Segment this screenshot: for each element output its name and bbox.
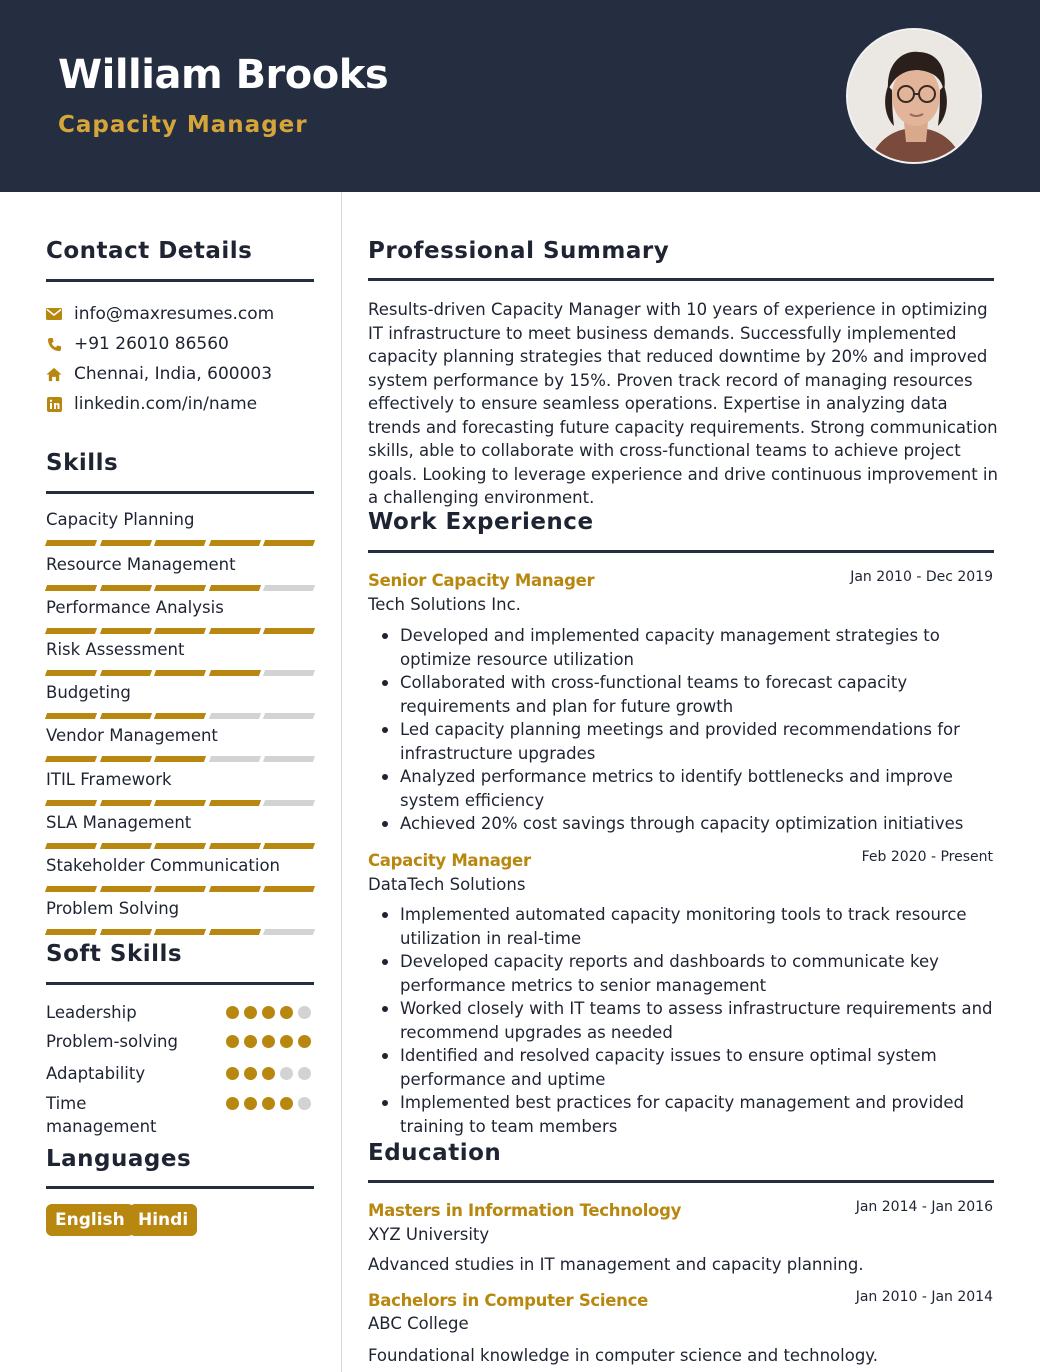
skill-level-bar bbox=[46, 843, 314, 849]
skill-level-segment bbox=[100, 843, 152, 849]
soft-skills-rule bbox=[46, 982, 314, 985]
profile-photo bbox=[846, 28, 982, 164]
skill-level-segment bbox=[45, 628, 97, 634]
job-company: Tech Solutions Inc. bbox=[368, 595, 521, 614]
school-name: ABC College bbox=[368, 1314, 469, 1333]
summary-rule bbox=[368, 278, 994, 281]
job-bullets bbox=[380, 903, 1000, 1138]
skill-name: Vendor Management bbox=[46, 726, 218, 745]
rating-dot bbox=[298, 1067, 311, 1080]
skill-name: Problem Solving bbox=[46, 899, 180, 918]
skill-level-bar bbox=[46, 800, 314, 806]
skill-level-segment bbox=[209, 843, 261, 849]
skill-level-segment bbox=[100, 540, 152, 546]
list-item: Analyzed performance metrics to identify bottlenecks and improve system efficiency bbox=[380, 765, 1000, 812]
skill-level-segment bbox=[154, 585, 206, 591]
summary-text: Results-driven Capacity Manager with 10 years of experience in optimizing IT infrastructure to meet business demands. Successfully implemented capacity planning strategies that reduced downtime by 20% and improved system performance by 15%. Proven track record of managing resources effectively to ensure seamless operations. Expertise in analyzing data trends and forecasting future capacity requirements. Strong communication skills, able to collaborate with cross-functional teams to achieve project goals. Looking to leverage experience and drive continuous improvement in a challenging environment. bbox=[368, 300, 998, 507]
job-title: Capacity Manager bbox=[368, 851, 531, 870]
education-heading: Education bbox=[368, 1140, 502, 1166]
skill-level-bar bbox=[46, 886, 314, 892]
list-item: Developed and implemented capacity management strategies to optimize resource utilization bbox=[380, 624, 1000, 671]
skill-level-bar bbox=[46, 670, 314, 676]
list-item: Worked closely with IT teams to assess infrastructure requirements and recommend upgrades as needed bbox=[380, 997, 1000, 1044]
rating-dot bbox=[244, 1035, 257, 1048]
skill-level-segment bbox=[45, 540, 97, 546]
education-dates: Jan 2010 - Jan 2014 bbox=[855, 1289, 993, 1305]
soft-skill-name: Leadership bbox=[46, 1003, 137, 1022]
rating-dot bbox=[280, 1006, 293, 1019]
skill-level-segment bbox=[263, 886, 315, 892]
skill-level-segment bbox=[209, 670, 261, 676]
skill-level-segment bbox=[45, 670, 97, 676]
rating-dot bbox=[298, 1006, 311, 1019]
contact-address bbox=[46, 362, 272, 386]
soft-skills-heading: Soft Skills bbox=[46, 941, 183, 967]
rating-dot bbox=[280, 1067, 293, 1080]
skill-level-segment bbox=[100, 886, 152, 892]
skill-level-segment bbox=[100, 800, 152, 806]
skill-level-segment bbox=[263, 670, 315, 676]
resume-header bbox=[0, 0, 1040, 192]
language-badge-hindi: Hindi bbox=[129, 1204, 197, 1236]
skill-level-segment bbox=[209, 540, 261, 546]
rating-dot bbox=[262, 1006, 275, 1019]
skill-level-segment bbox=[154, 628, 206, 634]
skill-level-segment bbox=[209, 886, 261, 892]
skill-level-segment bbox=[263, 713, 315, 719]
email-text: info@maxresumes.com bbox=[74, 304, 275, 324]
skill-level-segment bbox=[209, 585, 261, 591]
contact-linkedin[interactable] bbox=[46, 392, 257, 416]
rating-dot bbox=[244, 1097, 257, 1110]
skill-level-segment bbox=[209, 756, 261, 762]
skills-heading: Skills bbox=[46, 450, 119, 476]
rating-dot bbox=[226, 1035, 239, 1048]
languages-heading: Languages bbox=[46, 1146, 192, 1172]
skill-level-bar bbox=[46, 540, 314, 546]
job-dates: Feb 2020 - Present bbox=[861, 849, 993, 865]
rating-dot bbox=[280, 1035, 293, 1048]
job-company: DataTech Solutions bbox=[368, 875, 526, 894]
skill-level-segment bbox=[45, 800, 97, 806]
degree-title: Bachelors in Computer Science bbox=[368, 1291, 648, 1310]
list-item: Implemented automated capacity monitoring tools to track resource utilization in real-time bbox=[380, 903, 1000, 950]
skill-level-bar bbox=[46, 929, 314, 935]
rating-dot bbox=[226, 1097, 239, 1110]
rating-dot bbox=[298, 1035, 311, 1048]
skill-level-segment bbox=[209, 929, 261, 935]
skill-level-segment bbox=[209, 628, 261, 634]
skill-level-segment bbox=[154, 713, 206, 719]
skill-level-segment bbox=[45, 843, 97, 849]
rating-dot bbox=[226, 1006, 239, 1019]
skill-name: Risk Assessment bbox=[46, 640, 185, 659]
summary-heading: Professional Summary bbox=[368, 238, 670, 264]
skill-level-segment bbox=[45, 585, 97, 591]
home-icon bbox=[46, 366, 62, 382]
skill-level-segment bbox=[45, 929, 97, 935]
rating-dot bbox=[298, 1097, 311, 1110]
skill-name: Resource Management bbox=[46, 555, 236, 574]
list-item: Led capacity planning meetings and provided recommendations for infrastructure upgrades bbox=[380, 718, 1000, 765]
column-divider bbox=[341, 192, 342, 1372]
job-title: Senior Capacity Manager bbox=[368, 571, 595, 590]
rating-dot bbox=[262, 1035, 275, 1048]
skill-level-bar bbox=[46, 756, 314, 762]
contact-email[interactable] bbox=[46, 302, 274, 326]
rating-dot bbox=[226, 1067, 239, 1080]
job-bullets bbox=[380, 624, 1000, 836]
list-item: Achieved 20% cost savings through capacity optimization initiatives bbox=[380, 812, 1000, 836]
skill-level-segment bbox=[154, 756, 206, 762]
skill-level-segment bbox=[45, 886, 97, 892]
skill-level-segment bbox=[209, 800, 261, 806]
skills-rule bbox=[46, 491, 314, 494]
list-item: Implemented best practices for capacity management and provided training to team members bbox=[380, 1091, 1000, 1138]
skill-level-segment bbox=[154, 540, 206, 546]
experience-rule bbox=[368, 550, 994, 553]
linkedin-text: linkedin.com/in/name bbox=[74, 394, 258, 414]
rating-dot bbox=[244, 1006, 257, 1019]
skill-level-segment bbox=[100, 670, 152, 676]
school-name: XYZ University bbox=[368, 1225, 490, 1244]
skill-level-bar bbox=[46, 713, 314, 719]
skill-name: Budgeting bbox=[46, 683, 131, 702]
skill-level-segment bbox=[263, 843, 315, 849]
skill-level-bar bbox=[46, 585, 314, 591]
envelope-icon bbox=[46, 306, 62, 322]
contact-heading: Contact Details bbox=[46, 238, 253, 264]
rating-dot bbox=[262, 1067, 275, 1080]
skill-level-segment bbox=[100, 585, 152, 591]
candidate-name: William Brooks bbox=[58, 52, 389, 98]
soft-skill-rating bbox=[226, 1097, 311, 1110]
address-text: Chennai, India, 600003 bbox=[74, 364, 273, 384]
soft-skill-rating bbox=[226, 1006, 311, 1019]
skill-level-segment bbox=[154, 886, 206, 892]
soft-skill-name: Problem-solving bbox=[46, 1032, 178, 1051]
skill-name: SLA Management bbox=[46, 813, 192, 832]
education-description: Foundational knowledge in computer science and technology. bbox=[368, 1346, 878, 1365]
candidate-title: Capacity Manager bbox=[58, 112, 308, 138]
contact-phone[interactable] bbox=[46, 332, 229, 356]
degree-title: Masters in Information Technology bbox=[368, 1201, 682, 1220]
skill-level-segment bbox=[209, 713, 261, 719]
skill-level-segment bbox=[263, 929, 315, 935]
skill-name: Performance Analysis bbox=[46, 598, 224, 617]
language-badge-english: English bbox=[46, 1204, 134, 1236]
rating-dot bbox=[280, 1097, 293, 1110]
skill-level-segment bbox=[100, 929, 152, 935]
skill-level-segment bbox=[100, 628, 152, 634]
experience-heading: Work Experience bbox=[368, 509, 594, 535]
skill-level-segment bbox=[154, 929, 206, 935]
skill-level-segment bbox=[100, 756, 152, 762]
skill-level-segment bbox=[263, 756, 315, 762]
rating-dot bbox=[244, 1067, 257, 1080]
soft-skill-rating bbox=[226, 1035, 311, 1048]
skill-name: ITIL Framework bbox=[46, 770, 172, 789]
skill-name: Capacity Planning bbox=[46, 510, 195, 529]
skill-level-segment bbox=[154, 670, 206, 676]
soft-skill-rating bbox=[226, 1067, 311, 1080]
education-dates: Jan 2014 - Jan 2016 bbox=[855, 1199, 993, 1215]
list-item: Developed capacity reports and dashboards to communicate key performance metrics to senior management bbox=[380, 950, 1000, 997]
linkedin-icon bbox=[46, 396, 62, 412]
skill-level-segment bbox=[263, 585, 315, 591]
languages-rule bbox=[46, 1186, 314, 1189]
rating-dot bbox=[262, 1097, 275, 1110]
education-rule bbox=[368, 1180, 994, 1183]
skill-level-segment bbox=[263, 540, 315, 546]
list-item: Collaborated with cross-functional teams to forecast capacity requirements and plan for future growth bbox=[380, 671, 1000, 718]
skill-name: Stakeholder Communication bbox=[46, 856, 281, 875]
soft-skill-name: Time management bbox=[46, 1094, 157, 1136]
list-item: Identified and resolved capacity issues to ensure optimal system performance and uptime bbox=[380, 1044, 1000, 1091]
skill-level-bar bbox=[46, 628, 314, 634]
skill-level-segment bbox=[154, 843, 206, 849]
skill-level-segment bbox=[263, 628, 315, 634]
skill-level-segment bbox=[45, 713, 97, 719]
soft-skill-name: Adaptability bbox=[46, 1064, 146, 1083]
skill-level-segment bbox=[154, 800, 206, 806]
skill-level-segment bbox=[100, 713, 152, 719]
skill-level-segment bbox=[263, 800, 315, 806]
contact-rule bbox=[46, 279, 314, 282]
phone-icon bbox=[46, 336, 62, 352]
skill-level-segment bbox=[45, 756, 97, 762]
phone-text: +91 26010 86560 bbox=[74, 334, 229, 354]
education-description: Advanced studies in IT management and capacity planning. bbox=[368, 1255, 864, 1274]
job-dates: Jan 2010 - Dec 2019 bbox=[850, 569, 993, 585]
